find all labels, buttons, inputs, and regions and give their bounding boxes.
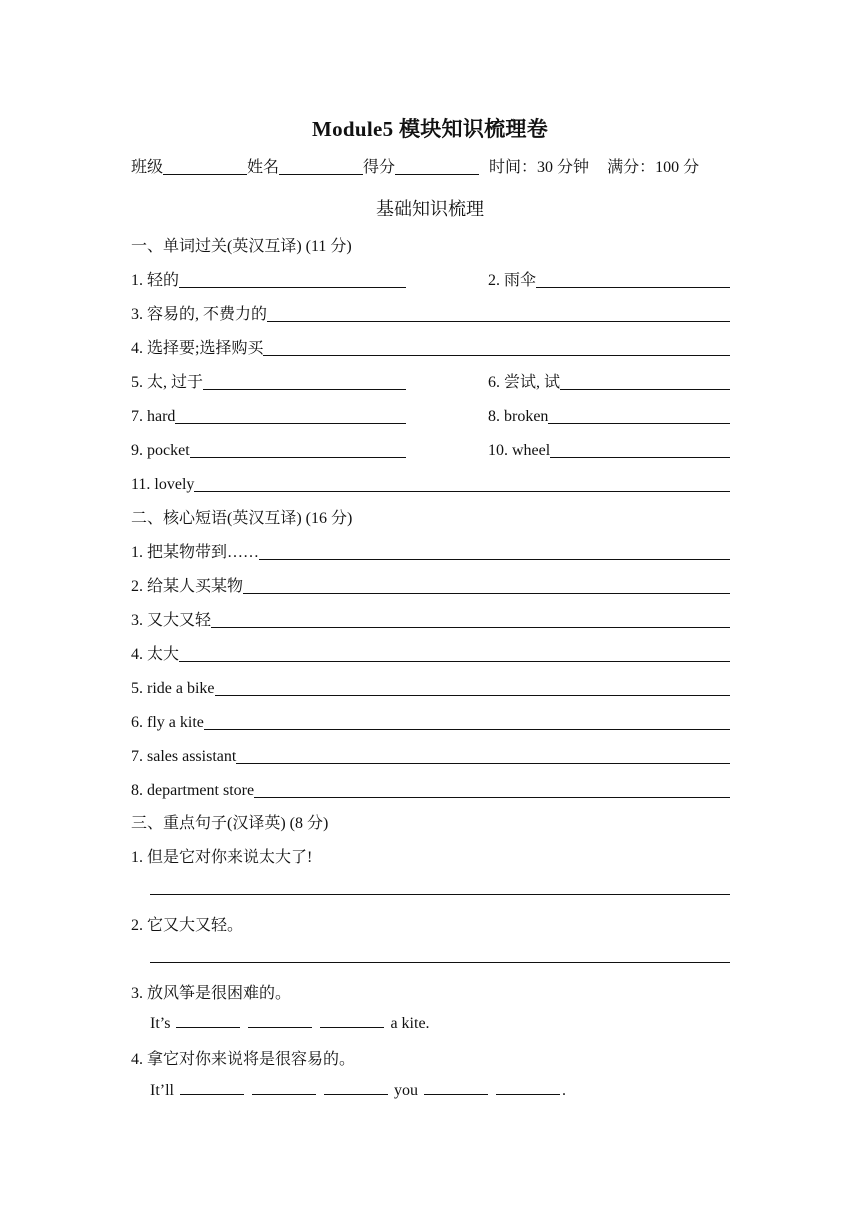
s3-item-4-fill	[150, 1080, 566, 1100]
fill-end: .	[562, 1082, 566, 1099]
s2-item-2	[131, 572, 730, 596]
fill-blank[interactable]	[424, 1080, 488, 1095]
answer-blank[interactable]	[175, 405, 406, 424]
answer-blank[interactable]	[204, 711, 730, 730]
item-label: 2. 雨伞	[488, 272, 537, 289]
s1-item-1	[131, 266, 406, 290]
fill-blank[interactable]	[180, 1080, 244, 1095]
s1-item-2	[488, 266, 730, 290]
answer-blank[interactable]	[548, 405, 730, 424]
s1-item-3	[131, 300, 730, 324]
fill-blank[interactable]	[320, 1013, 384, 1028]
s1-item-4	[131, 334, 730, 358]
s1-item-6	[488, 368, 730, 392]
s2-item-4	[131, 640, 730, 664]
answer-blank[interactable]	[259, 541, 730, 560]
answer-blank[interactable]	[243, 575, 730, 594]
answer-blank[interactable]	[267, 303, 730, 322]
item-label: 3. 容易的, 不费力的	[131, 306, 268, 323]
answer-blank[interactable]	[560, 371, 730, 390]
item-label: 1. 轻的	[131, 272, 180, 289]
item-label: 1. 把某物带到……	[131, 544, 260, 561]
s3-item-2-answer-line[interactable]	[150, 962, 730, 963]
fill-blank[interactable]	[324, 1080, 388, 1095]
fill-start: It’s	[150, 1015, 171, 1032]
s1-item-11	[131, 470, 730, 494]
item-label: 7. sales assistant	[131, 748, 237, 765]
full-score: 满分：100 分	[607, 159, 700, 176]
fill-end: a kite.	[390, 1015, 430, 1032]
class-blank[interactable]	[163, 156, 247, 175]
answer-blank[interactable]	[190, 439, 406, 458]
answer-blank[interactable]	[536, 269, 730, 288]
s2-item-1	[131, 538, 730, 562]
item-label: 4. 太大	[131, 646, 180, 663]
student-info-line	[131, 153, 731, 177]
s1-item-8	[488, 402, 730, 426]
item-label: 5. ride a bike	[131, 680, 215, 697]
s3-item-2-prompt: 2. 它又大又轻。	[131, 917, 244, 934]
s2-item-7	[131, 742, 730, 766]
s3-item-1-prompt: 1. 但是它对你来说太大了!	[131, 849, 313, 866]
item-label: 11. lovely	[131, 476, 195, 493]
time-limit: 时间：30 分钟	[489, 159, 590, 176]
answer-blank[interactable]	[254, 779, 730, 798]
fill-blank[interactable]	[176, 1013, 240, 1028]
name-label: 姓名	[247, 159, 280, 176]
item-label: 6. fly a kite	[131, 714, 204, 731]
item-label: 3. 又大又轻	[131, 612, 212, 629]
s1-item-10	[488, 436, 730, 460]
s1-item-5	[131, 368, 406, 392]
s3-item-4-prompt: 4. 拿它对你来说将是很容易的。	[131, 1051, 356, 1068]
item-label: 9. pocket	[131, 442, 190, 459]
section3-heading: 三、重点句子(汉译英) (8 分)	[131, 815, 329, 832]
s3-item-1-answer-line[interactable]	[150, 894, 730, 895]
answer-blank[interactable]	[194, 473, 730, 492]
fill-blank[interactable]	[248, 1013, 312, 1028]
s1-item-9	[131, 436, 406, 460]
answer-blank[interactable]	[203, 371, 406, 390]
section1-heading: 一、单词过关(英汉互译) (11 分)	[131, 238, 352, 255]
s2-item-8	[131, 776, 730, 800]
answer-blank[interactable]	[236, 745, 730, 764]
class-label: 班级	[131, 159, 164, 176]
s2-item-6	[131, 708, 730, 732]
score-blank[interactable]	[395, 156, 479, 175]
section-subtitle: 基础知识梳理	[376, 199, 484, 219]
answer-blank[interactable]	[263, 337, 730, 356]
section2-heading: 二、核心短语(英汉互译) (16 分)	[131, 510, 353, 527]
fill-mid: you	[394, 1082, 418, 1099]
item-label: 8. broken	[488, 408, 549, 425]
item-label: 4. 选择要;选择购买	[131, 340, 264, 357]
answer-blank[interactable]	[215, 677, 730, 696]
answer-blank[interactable]	[211, 609, 730, 628]
answer-blank[interactable]	[179, 269, 406, 288]
fill-blank[interactable]	[496, 1080, 560, 1095]
item-label: 7. hard	[131, 408, 176, 425]
fill-blank[interactable]	[252, 1080, 316, 1095]
s2-item-5	[131, 674, 730, 698]
item-label: 8. department store	[131, 782, 255, 799]
answer-blank[interactable]	[550, 439, 730, 458]
s3-item-3-fill	[150, 1013, 430, 1033]
s3-item-3-prompt: 3. 放风筝是很困难的。	[131, 985, 292, 1002]
score-label: 得分	[363, 159, 396, 176]
item-label: 6. 尝试, 试	[488, 374, 561, 391]
s1-item-7	[131, 402, 406, 426]
item-label: 10. wheel	[488, 442, 551, 459]
answer-blank[interactable]	[179, 643, 730, 662]
fill-start: It’ll	[150, 1082, 174, 1099]
item-label: 5. 太, 过于	[131, 374, 204, 391]
s2-item-3	[131, 606, 730, 630]
item-label: 2. 给某人买某物	[131, 578, 244, 595]
name-blank[interactable]	[279, 156, 363, 175]
page-title: Module5 模块知识梳理卷	[311, 117, 549, 141]
